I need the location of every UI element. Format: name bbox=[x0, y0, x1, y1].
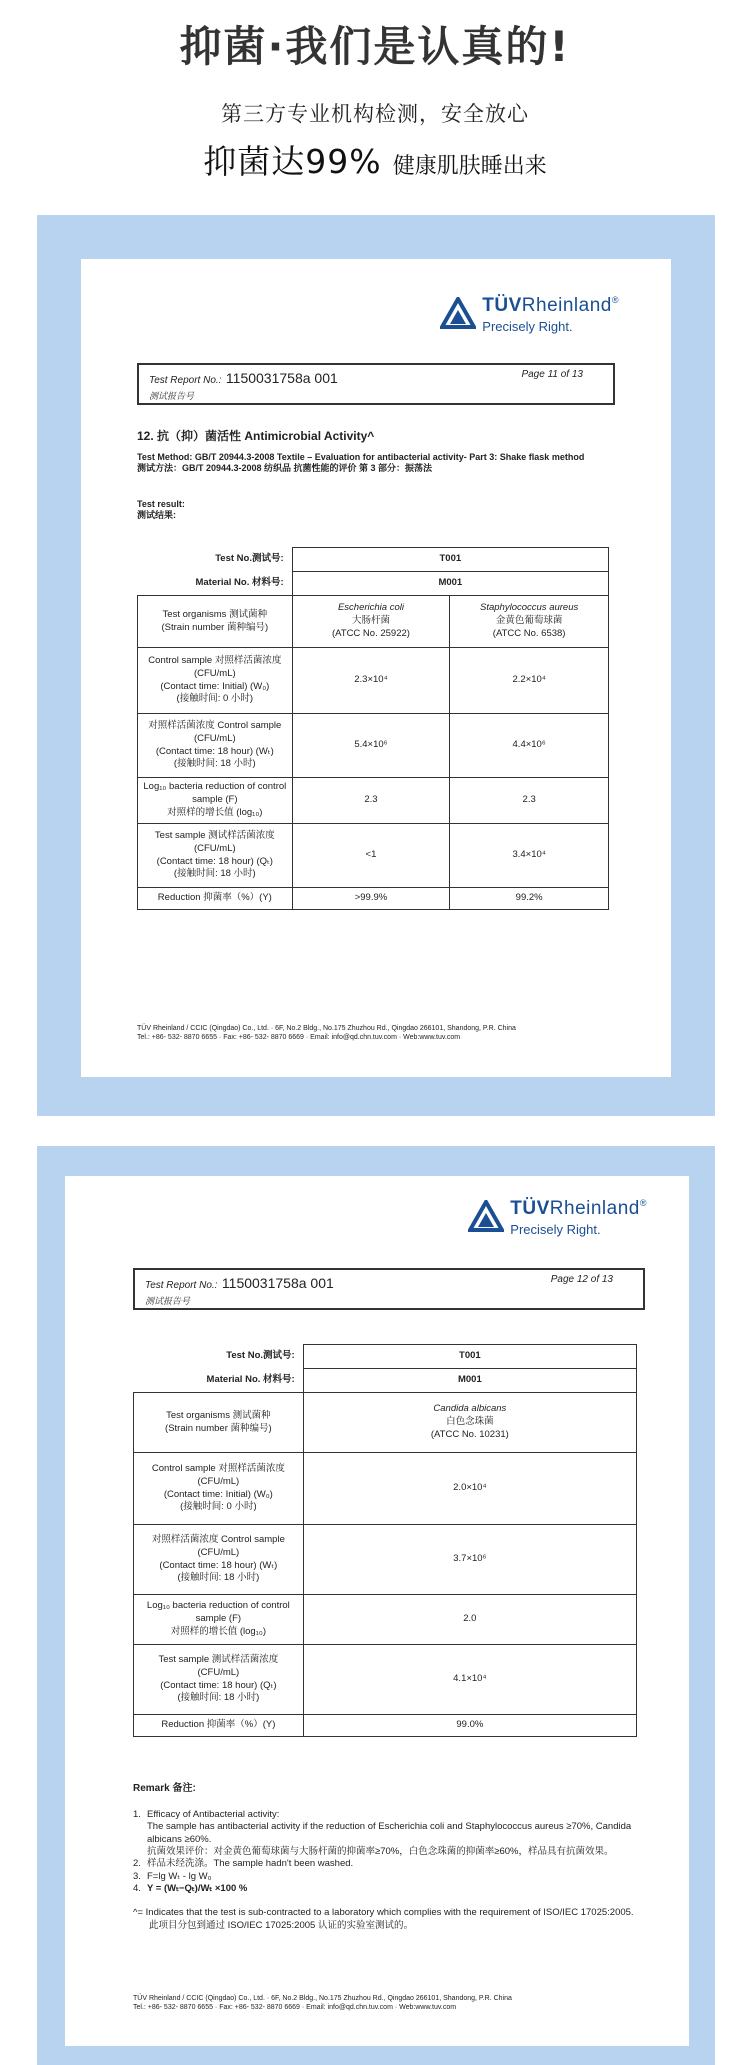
report-label: Test Report No.: bbox=[149, 375, 222, 386]
table-row: Test No.测试号: T001 bbox=[138, 548, 609, 572]
page-footer: TÜV Rheinland / CCIC (Qingdao) Co., Ltd. · 6F, No.2 Bldg., No.175 Zhuzhou Rd., Qingdao 266101, Shandong, P.R. China Tel.: +86- 532- 8870 6655 · Fax: +86- 532- 8870 6669 · Email: info@qd.chn.tuv.com · Web:www.tuv.com bbox=[137, 1025, 516, 1042]
table-row: 对照样活菌浓度 Control sample (CFU/mL) (Contact time: 18 hour) (Wₜ) (接触时间: 18 小时) 5.4×10⁶ 4.4×10⁶ bbox=[138, 714, 609, 778]
table-row: Control sample 对照样活菌浓度 (CFU/mL) (Contact time: Initial) (W₀) (接触时间: 0 小时) 2.0×10⁴ bbox=[134, 1453, 637, 1525]
report-label-cn: 测试报告号 bbox=[149, 391, 195, 401]
table-row: Test sample 测试样活菌浓度 (CFU/mL) (Contact time: 18 hour) (Qₜ) (接触时间: 18 小时) <1 3.4×10⁴ bbox=[138, 824, 609, 888]
brand-name: TÜVRheinland® bbox=[482, 295, 619, 316]
tagline-big: 抑菌达99% bbox=[203, 142, 382, 181]
tagline-small: 健康肌肤睡出来 bbox=[392, 154, 547, 179]
test-result-cn: 测试结果: bbox=[137, 509, 176, 520]
hero-tagline bbox=[0, 136, 750, 183]
table-row: Material No. 材料号: M001 bbox=[134, 1369, 637, 1393]
list-item: 2. 样品未经洗涤。The sample hadn't been washed. bbox=[133, 1858, 354, 1870]
tuv-triangle-icon bbox=[440, 297, 476, 329]
remark-section bbox=[133, 1782, 643, 1932]
table-row: Material No. 材料号: M001 bbox=[138, 572, 609, 596]
material-number: M001 bbox=[292, 572, 608, 596]
table-row: Reduction 抑菌率（%）(Y) 99.0% bbox=[134, 1715, 637, 1737]
table-row: Log₁₀ bacteria reduction of control sample (F) 对照样的增长值 (log₁₀) 2.0 bbox=[134, 1595, 637, 1645]
report-number-box bbox=[137, 363, 615, 405]
table-row: Test sample 测试样活菌浓度 (CFU/mL) (Contact time: 18 hour) (Qₜ) (接触时间: 18 小时) 4.1×10⁴ bbox=[134, 1645, 637, 1715]
brand-name: TÜVRheinland® bbox=[510, 1198, 647, 1219]
section-heading bbox=[137, 429, 617, 521]
report-page-1 bbox=[81, 259, 671, 1077]
tuv-triangle-icon bbox=[468, 1200, 504, 1232]
page-title: 抑菌·我们是认真的! bbox=[179, 22, 571, 71]
report-frame-1 bbox=[37, 215, 715, 1116]
subcontract-note: ^= Indicates that the test is sub-contracted to a laboratory which complies with the requirement of ISO/IEC 17025:2005. 此项目分包到通过 ISO/IEC 17025:2005 认证的实验室测试的。 bbox=[133, 1907, 634, 1931]
hero-header bbox=[0, 0, 750, 215]
test-number: T001 bbox=[292, 548, 608, 572]
test-method-cn: 测试方法：GB/T 20944.3-2008 纺织品 抗菌性能的评价 第 3 部分：振荡法 bbox=[137, 463, 433, 474]
page-number: Page 12 of 13 bbox=[550, 1274, 613, 1285]
report-label: Test Report No.: bbox=[145, 1280, 218, 1291]
table-row: Reduction 抑菌率（%）(Y) >99.9% 99.2% bbox=[138, 888, 609, 910]
brand-tagline: Precisely Right. bbox=[510, 1222, 601, 1237]
results-table-1 bbox=[137, 547, 609, 910]
brand-tagline: Precisely Right. bbox=[482, 319, 573, 334]
section-title: 12. 抗（抑）菌活性 Antimicrobial Activity^ bbox=[137, 429, 375, 443]
report-number: 1150031758a 001 bbox=[221, 1275, 334, 1291]
remark-title: Remark 备注: bbox=[133, 1783, 196, 1794]
page-number: Page 11 of 13 bbox=[521, 369, 583, 380]
report-number-box bbox=[133, 1268, 645, 1310]
report-number: 1150031758a 001 bbox=[225, 370, 338, 386]
page-footer: TÜV Rheinland / CCIC (Qingdao) Co., Ltd. · 6F, No.2 Bldg., No.175 Zhuzhou Rd., Qingdao 266101, Shandong, P.R. China Tel.: +86- 532- 8870 6655 · Fax: +86- 532- 8870 6669 · Email: info@qd.chn.tuv.com · Web:www.tuv.com bbox=[133, 1995, 512, 2012]
list-item: 1. Efficacy of Antibacterial activity: The sample has antibacterial activity if the reduction of Escherichia coli and Staphylococcus aureus ≥70%, Candida albicans ≥60%. 抗菌效果评价：对金黄色葡萄球菌与大肠杆菌的抑菌率≥70%，白色念珠菌的抑菌率≥60%，样品具有抗菌效果。 bbox=[133, 1809, 632, 1858]
results-table-2 bbox=[133, 1344, 637, 1737]
table-row: 对照样活菌浓度 Control sample (CFU/mL) (Contact time: 18 hour) (Wₜ) (接触时间: 18 小时) 3.7×10⁶ bbox=[134, 1525, 637, 1595]
list-item: 3. F=lg Wₜ - lg W₀ bbox=[133, 1870, 212, 1882]
table-row: Control sample 对照样活菌浓度 (CFU/mL) (Contact time: Initial) (W₀) (接触时间: 0 小时) 2.3×10⁴ 2.2×10⁴ bbox=[138, 648, 609, 714]
material-number: M001 bbox=[303, 1369, 636, 1393]
table-row: Test organisms 测试菌种 (Strain number 菌种编号) Candida albicans 白色念珠菌 (ATCC No. 10231) bbox=[134, 1393, 637, 1453]
tuv-logo bbox=[468, 1198, 647, 1237]
report-frame-2 bbox=[37, 1146, 715, 2065]
hero-subtitle: 第三方专业机构检测，安全放心 bbox=[221, 102, 529, 126]
table-row: Test No.测试号: T001 bbox=[134, 1345, 637, 1369]
table-row: Log₁₀ bacteria reduction of control sample (F) 对照样的增长值 (log₁₀) 2.3 2.3 bbox=[138, 778, 609, 824]
tuv-logo bbox=[440, 295, 619, 334]
test-number: T001 bbox=[303, 1345, 636, 1369]
report-page-2 bbox=[65, 1176, 689, 2046]
test-result-en: Test result: bbox=[137, 498, 185, 509]
list-item: 4. Y = (Wₜ−Qₜ)/Wₜ ×100 % bbox=[133, 1883, 248, 1895]
test-method-en: Test Method: GB/T 20944.3-2008 Textile – Evaluation for antibacterial activity- Part 3: Shake flask method bbox=[137, 452, 585, 462]
table-row: Test organisms 测试菌种 (Strain number 菌种编号) Escherichia coli 大肠杆菌 (ATCC No. 25922) Staphylococcus aureus 金黄色葡萄球菌 (ATCC No. 6538) bbox=[138, 596, 609, 648]
report-label-cn: 测试报告号 bbox=[145, 1296, 191, 1306]
